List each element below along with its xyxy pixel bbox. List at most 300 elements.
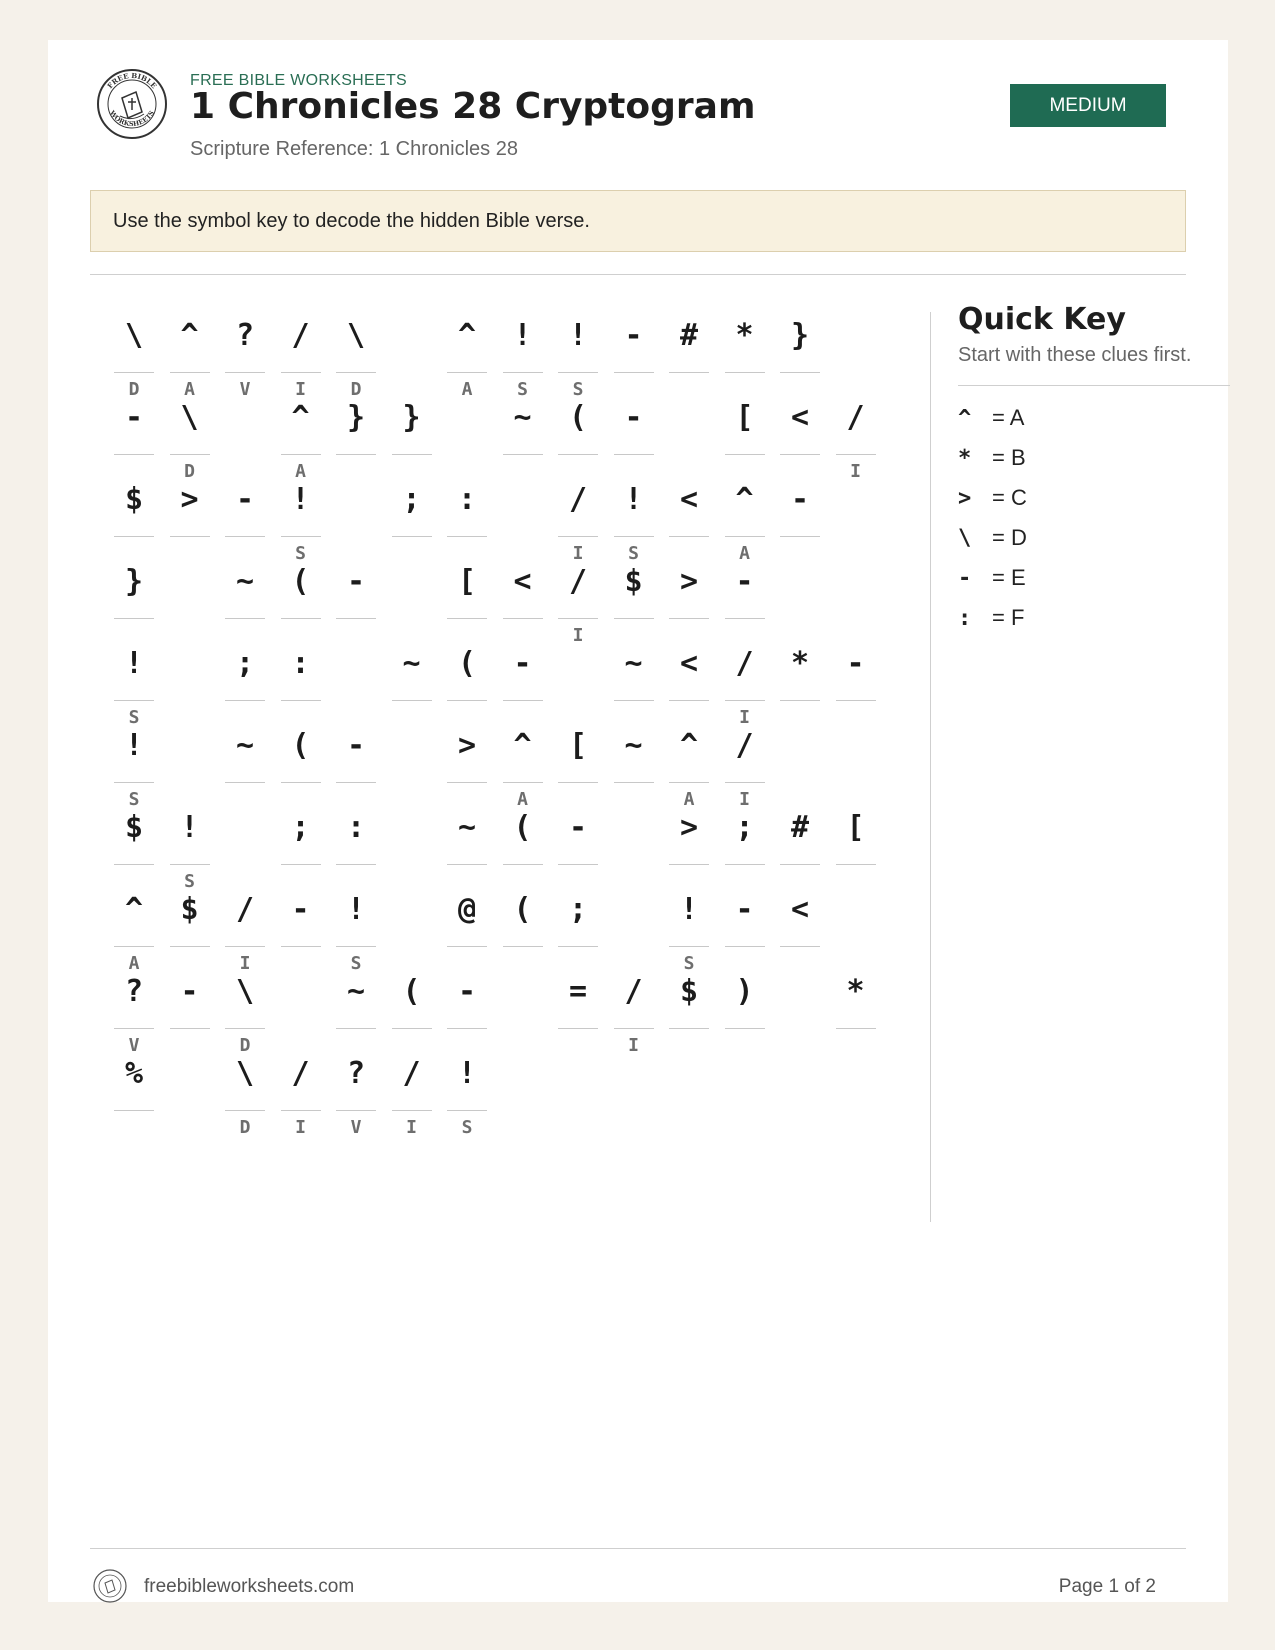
answer-blank[interactable] [503,454,543,455]
answer-blank[interactable] [725,1028,765,1029]
cipher-cell [725,720,765,814]
cipher-cell [114,556,154,650]
cipher-cell [558,474,598,568]
cipher-cell [503,638,543,732]
cipher-symbol: / [735,646,754,681]
cipher-cell [392,1048,432,1142]
cipher-cell [281,638,321,732]
cipher-symbol: ? [235,318,255,353]
cipher-symbol: \ [124,318,144,353]
answer-blank[interactable] [614,536,654,537]
answer-blank[interactable] [669,536,709,537]
answer-blank[interactable] [114,1110,154,1111]
answer-blank[interactable] [170,1028,210,1029]
answer-blank[interactable] [392,536,432,537]
cipher-symbol: / [568,482,588,517]
cipher-symbol: \ [235,1056,255,1091]
cipher-symbol: $ [624,564,643,599]
cipher-symbol: - [790,482,810,517]
answer-hint-letter: D [350,379,362,400]
cipher-symbol: : [291,646,310,681]
answer-blank[interactable] [281,700,321,701]
answer-blank[interactable] [836,700,876,701]
answer-blank[interactable] [614,454,654,455]
cipher-cell [725,966,765,1060]
cipher-symbol: / [846,400,865,435]
cipher-symbol: = [568,974,588,1009]
cipher-symbol: ! [679,892,699,927]
answer-blank[interactable] [447,618,487,619]
cipher-symbol: ^ [457,318,477,353]
cipher-cell [725,802,765,896]
answer-blank[interactable] [780,864,820,865]
answer-blank[interactable] [447,946,487,947]
quick-key-title: Quick Key [958,302,1126,337]
cipher-cell [614,310,654,404]
answer-blank[interactable] [558,618,598,619]
cipher-symbol: $ [124,810,144,845]
cipher-symbol: [ [457,564,477,599]
answer-blank[interactable] [503,946,543,947]
quick-key-divider [958,385,1230,386]
footer-site-link[interactable]: freebibleworksheets.com [144,1576,355,1597]
cipher-cell [336,966,376,1060]
answer-blank[interactable] [114,864,154,865]
cipher-symbol: < [513,564,532,599]
cipher-symbol: / [735,728,754,763]
cipher-cell [225,310,265,404]
answer-blank[interactable] [392,1028,432,1029]
answer-blank[interactable] [225,536,265,537]
key-value: = C [992,485,1027,510]
answer-blank[interactable] [558,454,598,455]
cipher-symbol: ~ [457,810,477,845]
cipher-symbol: / [568,564,588,599]
cipher-cell [336,556,376,650]
cipher-symbol: < [679,482,699,517]
cipher-symbol: [ [568,728,588,763]
cipher-symbol: - [735,892,754,927]
cipher-symbol: ( [291,564,310,599]
cipher-symbol: } [346,400,366,435]
answer-blank[interactable] [225,1110,265,1111]
cipher-symbol: ( [513,810,532,845]
cipher-symbol: - [346,728,366,763]
cipher-cell [281,474,321,568]
cipher-cell [281,392,321,486]
answer-hint-letter: S [628,543,639,564]
cipher-symbol: ^ [735,482,754,517]
answer-hint-letter: S [683,953,695,974]
cipher-cell [558,884,598,978]
answer-blank[interactable] [725,782,765,783]
cipher-symbol: } [790,318,810,353]
cipher-symbol: > [457,728,477,763]
answer-hint-letter: S [184,871,195,892]
cipher-cell [503,310,543,404]
answer-hint-letter: D [239,1117,251,1138]
answer-blank[interactable] [336,454,376,455]
cipher-symbol: ( [291,728,310,763]
answer-blank[interactable] [669,864,709,865]
page-title: 1 Chronicles 28 Cryptogram [190,86,756,127]
answer-hint-letter: V [239,379,251,400]
answer-hint-letter: A [295,461,306,482]
cipher-cell [336,720,376,814]
cipher-cell [503,802,543,896]
bible-logo-icon [96,68,168,140]
answer-hint-letter: I [572,625,584,646]
cipher-symbol: - [235,482,255,517]
key-symbol: ^ [958,405,972,431]
answer-blank[interactable] [725,618,765,619]
key-item [958,438,1230,478]
cipher-symbol: \ [180,400,199,435]
cipher-cell [170,966,210,1060]
cipher-cell [336,1048,376,1142]
answer-hint-letter: A [128,953,140,974]
answer-blank[interactable] [225,946,265,947]
answer-blank[interactable] [558,372,598,373]
answer-hint-letter: A [683,789,695,810]
cipher-symbol: < [790,892,810,927]
cipher-cell [281,1048,321,1142]
answer-blank[interactable] [836,454,876,455]
answer-hint-letter: I [295,1117,306,1138]
cipher-symbol: } [402,400,421,435]
answer-blank[interactable] [836,864,876,865]
cipher-cell [614,720,654,814]
cipher-symbol: \ [235,974,255,1009]
cipher-cell [447,474,487,568]
answer-blank[interactable] [392,454,432,455]
key-value: = A [992,405,1025,430]
cipher-symbol: ^ [124,892,144,927]
cipher-cell [281,720,321,814]
answer-blank[interactable] [780,946,820,947]
cipher-cell [114,1048,154,1142]
quick-key-panel [958,300,1230,638]
scripture-reference: Scripture Reference: 1 Chronicles 28 [190,138,518,160]
cipher-symbol: < [679,646,699,681]
answer-hint-letter: I [295,379,306,400]
answer-blank[interactable] [281,536,321,537]
answer-blank[interactable] [447,1028,487,1029]
answer-blank[interactable] [669,618,709,619]
answer-blank[interactable] [669,946,709,947]
cipher-symbol: - [624,318,643,353]
answer-blank[interactable] [336,1028,376,1029]
key-value: = B [992,445,1026,470]
cipher-cell [503,556,543,650]
cipher-symbol: % [124,1056,144,1091]
cipher-symbol: } [124,564,144,599]
cipher-cell [336,884,376,978]
cipher-symbol: [ [735,400,754,435]
cipher-symbol: ~ [513,400,532,435]
cipher-cell [669,802,709,896]
answer-blank[interactable] [669,700,709,701]
answer-blank[interactable] [170,536,210,537]
cipher-cell [281,310,321,404]
answer-hint-letter: S [572,379,584,400]
answer-blank[interactable] [503,372,543,373]
cipher-cell [558,310,598,404]
answer-blank[interactable] [614,618,654,619]
answer-blank[interactable] [225,1028,265,1029]
answer-blank[interactable] [780,700,820,701]
answer-blank[interactable] [336,864,376,865]
answer-blank[interactable] [281,782,321,783]
answer-blank[interactable] [780,536,820,537]
cipher-cell [225,1048,265,1142]
page-number: Page 1 of 2 [1058,1576,1156,1597]
answer-hint-letter: S [517,379,528,400]
answer-blank[interactable] [447,700,487,701]
cipher-symbol: ~ [346,974,366,1009]
cipher-cell [836,392,876,486]
key-value: = E [992,565,1026,590]
answer-blank[interactable] [725,864,765,865]
cipher-cell [836,802,876,896]
cipher-cell [669,638,709,732]
answer-blank[interactable] [336,372,376,373]
answer-blank[interactable] [281,454,321,455]
answer-blank[interactable] [114,946,154,947]
answer-blank[interactable] [503,700,543,701]
answer-blank[interactable] [281,618,321,619]
answer-hint-letter: S [128,707,140,728]
cipher-symbol: * [735,318,754,353]
answer-blank[interactable] [669,782,709,783]
answer-blank[interactable] [558,864,598,865]
key-symbol: : [958,605,972,631]
answer-blank[interactable] [725,372,765,373]
cryptogram-grid [114,310,874,1210]
cipher-cell [780,638,820,732]
answer-blank[interactable] [281,372,321,373]
answer-blank[interactable] [503,782,543,783]
cipher-symbol: ; [402,482,421,517]
cipher-cell [614,556,654,650]
cipher-cell [669,966,709,1060]
answer-blank[interactable] [392,1110,432,1111]
cipher-symbol: $ [679,974,699,1009]
answer-blank[interactable] [225,618,265,619]
cipher-symbol: - [624,400,643,435]
answer-blank[interactable] [281,946,321,947]
cipher-cell [725,474,765,568]
cipher-symbol: ) [735,974,754,1009]
key-item [958,558,1230,598]
answer-blank[interactable] [780,372,820,373]
answer-blank[interactable] [225,700,265,701]
answer-blank[interactable] [336,1110,376,1111]
answer-hint-letter: I [739,707,750,728]
cipher-cell [447,310,487,404]
cipher-symbol: ^ [291,400,310,435]
answer-blank[interactable] [114,372,154,373]
cipher-cell [669,556,709,650]
cipher-symbol: @ [457,892,477,927]
cipher-symbol: # [679,318,699,353]
key-value: = D [992,525,1027,550]
key-symbol: * [958,445,972,471]
answer-hint-letter: S [128,789,140,810]
cipher-symbol: - [457,974,477,1009]
answer-blank[interactable] [725,454,765,455]
cipher-symbol: / [291,1056,310,1091]
answer-blank[interactable] [170,372,210,373]
answer-blank[interactable] [447,782,487,783]
cipher-symbol: * [846,974,865,1009]
key-symbol: > [958,485,972,511]
answer-blank[interactable] [725,946,765,947]
cipher-symbol: ! [568,318,588,353]
answer-blank[interactable] [836,1028,876,1029]
cipher-symbol: - [291,892,310,927]
cipher-symbol: $ [180,892,199,927]
cipher-symbol: ^ [679,728,699,763]
answer-blank[interactable] [170,454,210,455]
answer-hint-letter: I [739,789,750,810]
answer-blank[interactable] [447,864,487,865]
answer-blank[interactable] [114,782,154,783]
cipher-cell [114,310,154,404]
cipher-symbol: ~ [235,728,255,763]
cipher-symbol: ! [513,318,532,353]
cipher-symbol: ! [124,646,144,681]
answer-blank[interactable] [447,536,487,537]
cipher-cell [281,884,321,978]
cipher-symbol: - [124,400,144,435]
answer-blank[interactable] [336,946,376,947]
cipher-symbol: : [457,482,477,517]
cipher-cell [836,966,876,1060]
cipher-symbol: ( [457,646,477,681]
cipher-cell [447,802,487,896]
answer-blank[interactable] [614,372,654,373]
answer-hint-letter: V [350,1117,362,1138]
answer-blank[interactable] [336,782,376,783]
answer-hint-letter: I [850,461,861,482]
answer-blank[interactable] [447,372,487,373]
cipher-symbol: ! [124,728,144,763]
answer-blank[interactable] [225,372,265,373]
answer-blank[interactable] [114,1028,154,1029]
cipher-symbol: - [568,810,588,845]
cipher-symbol: ; [291,810,310,845]
answer-blank[interactable] [503,864,543,865]
answer-blank[interactable] [114,454,154,455]
answer-blank[interactable] [170,946,210,947]
answer-blank[interactable] [225,782,265,783]
answer-blank[interactable] [780,454,820,455]
answer-blank[interactable] [114,536,154,537]
answer-blank[interactable] [281,1110,321,1111]
answer-blank[interactable] [281,864,321,865]
answer-blank[interactable] [558,946,598,947]
cipher-cell [503,392,543,486]
cipher-symbol: - [180,974,199,1009]
answer-hint-letter: D [184,461,195,482]
cipher-cell [281,802,321,896]
answer-blank[interactable] [392,700,432,701]
answer-blank[interactable] [669,372,709,373]
answer-blank[interactable] [114,618,154,619]
answer-blank[interactable] [447,1110,487,1111]
cipher-cell [558,392,598,486]
answer-blank[interactable] [336,618,376,619]
cipher-symbol: ~ [624,728,643,763]
cipher-symbol: ^ [180,318,199,353]
cipher-cell [780,474,820,568]
key-symbol: \ [958,525,972,551]
brand-name: FREE BIBLE WORKSHEETS [190,72,408,89]
answer-blank[interactable] [669,1028,709,1029]
answer-blank[interactable] [558,782,598,783]
cipher-cell [447,1048,487,1142]
key-item [958,478,1230,518]
cipher-cell [447,638,487,732]
answer-blank[interactable] [614,782,654,783]
key-item [958,398,1230,438]
answer-hint-letter: S [295,543,306,564]
cipher-cell [614,474,654,568]
cipher-cell [725,310,765,404]
answer-blank[interactable] [503,618,543,619]
cipher-symbol: - [735,564,754,599]
cipher-symbol: < [790,400,810,435]
logo-text-top: FREE BIBLE [105,70,159,91]
cipher-cell [614,966,654,1060]
cipher-symbol: / [402,1056,421,1091]
cipher-cell [170,884,210,978]
answer-hint-letter: I [572,543,584,564]
cipher-symbol: [ [846,810,865,845]
difficulty-badge: MEDIUM [1010,84,1166,127]
answer-blank[interactable] [725,536,765,537]
cipher-cell [725,638,765,732]
answer-blank[interactable] [614,700,654,701]
cipher-cell [336,310,376,404]
cipher-symbol: ! [457,1056,477,1091]
cipher-symbol: ; [735,810,754,845]
cipher-cell [447,884,487,978]
cipher-cell [114,802,154,896]
answer-blank[interactable] [170,864,210,865]
cipher-cell [114,474,154,568]
cipher-cell [558,802,598,896]
answer-blank[interactable] [558,536,598,537]
cipher-symbol: ! [291,482,310,517]
cipher-symbol: ! [346,892,366,927]
cipher-cell [170,474,210,568]
answer-blank[interactable] [725,700,765,701]
answer-blank[interactable] [558,1028,598,1029]
cipher-cell [669,310,709,404]
answer-blank[interactable] [114,700,154,701]
divider-bottom [90,1548,1186,1549]
cipher-cell [447,720,487,814]
answer-blank[interactable] [614,1028,654,1029]
cipher-cell [225,884,265,978]
answer-hint-letter: V [128,1035,140,1056]
cipher-symbol: / [624,974,643,1009]
answer-hint-letter: D [128,379,140,400]
answer-hint-letter: S [350,953,362,974]
cipher-cell [281,556,321,650]
